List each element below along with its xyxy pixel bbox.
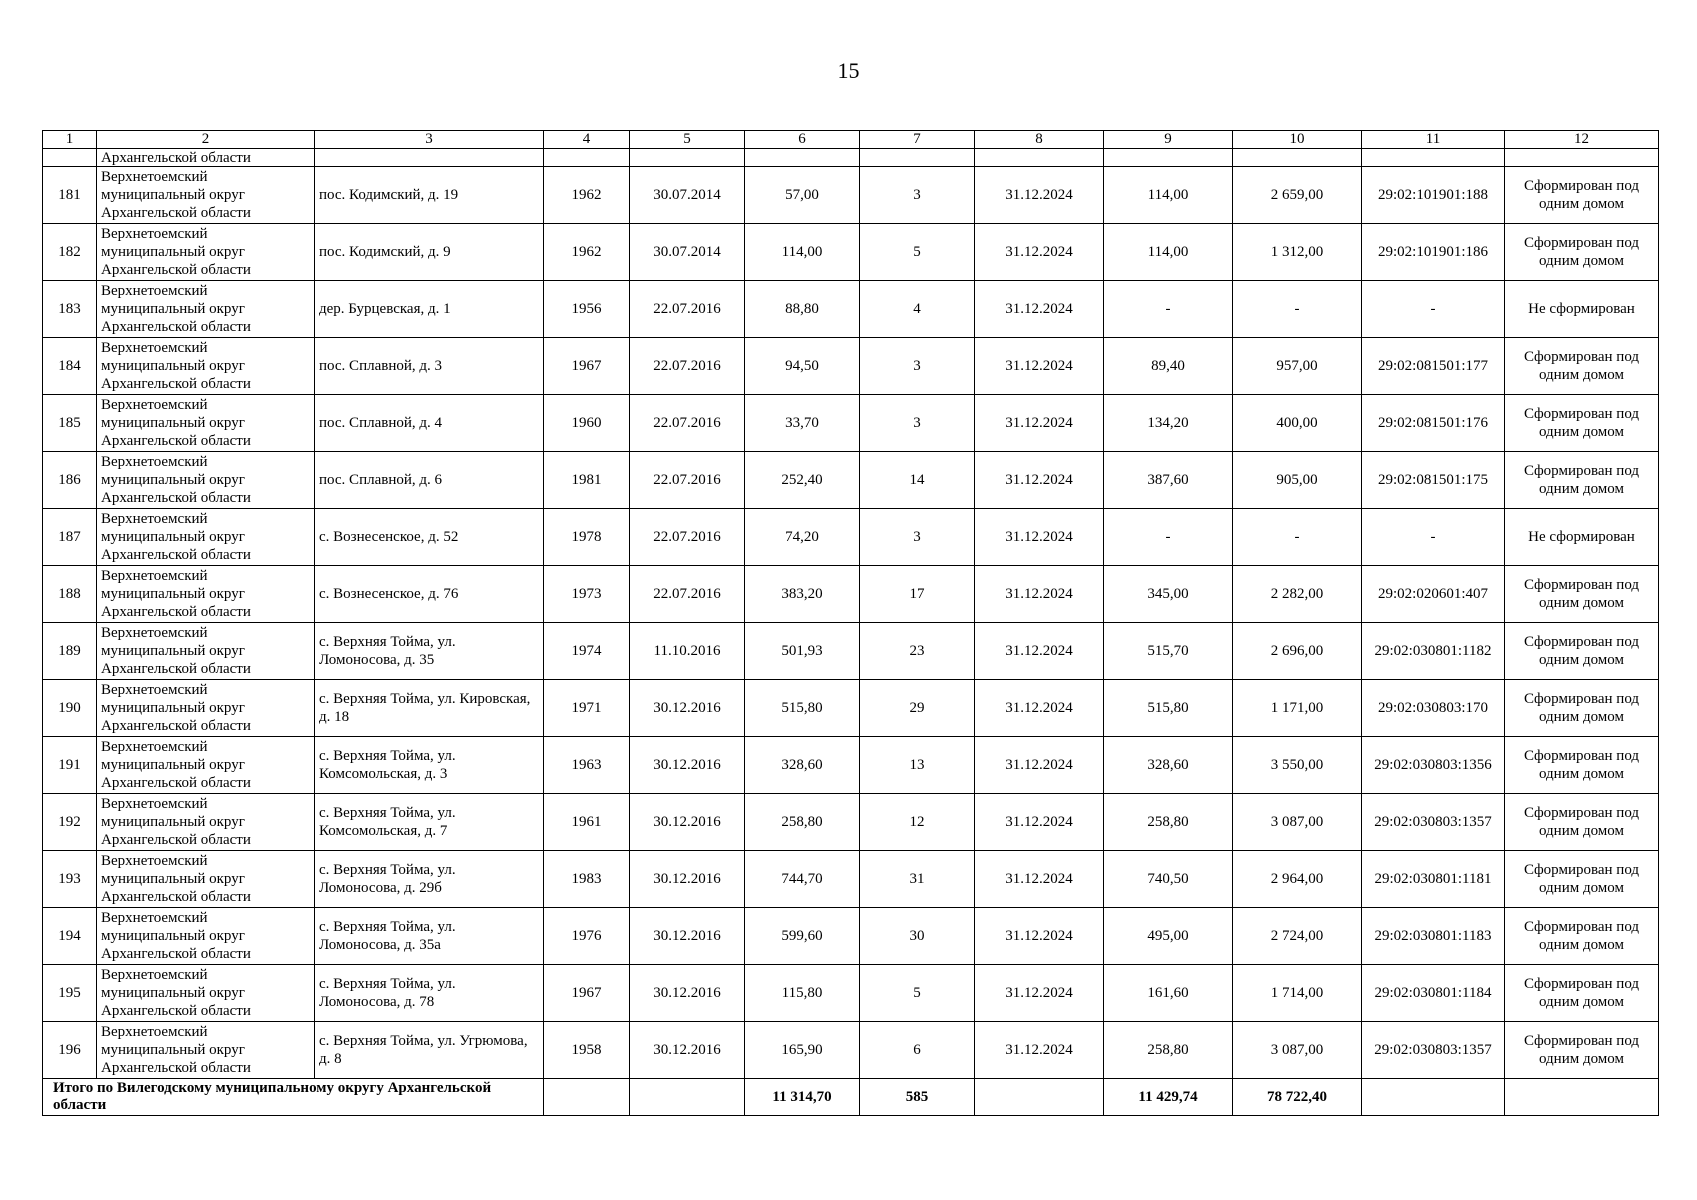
deadline-cell: 31.12.2024: [975, 623, 1104, 680]
column-number: 9: [1104, 131, 1233, 149]
column-number: 2: [97, 131, 315, 149]
cadastral-number-cell: 29:02:030801:1181: [1362, 851, 1505, 908]
status-cell: Сформирован под одним домом: [1505, 794, 1659, 851]
municipality-cell: Верхнетоемский муниципальный округ Архангельской области: [97, 1022, 315, 1079]
address-cell: с. Верхняя Тойма, ул. Ломоносова, д. 78: [315, 965, 544, 1022]
cell-empty: [975, 149, 1104, 167]
deadline-cell: 31.12.2024: [975, 452, 1104, 509]
row-number: 187: [43, 509, 97, 566]
land-area-cell: 515,80: [1104, 680, 1233, 737]
residents-cell: 4: [860, 281, 975, 338]
deadline-cell: 31.12.2024: [975, 794, 1104, 851]
year-cell: 1961: [544, 794, 630, 851]
land-area-cell: 114,00: [1104, 167, 1233, 224]
residents-cell: 3: [860, 167, 975, 224]
residents-cell: 3: [860, 509, 975, 566]
area-cell: 165,90: [745, 1022, 860, 1079]
cost-cell: 3 087,00: [1233, 1022, 1362, 1079]
year-cell: 1974: [544, 623, 630, 680]
table-row: [43, 509, 1659, 566]
status-cell: Сформирован под одним домом: [1505, 908, 1659, 965]
year-cell: 1981: [544, 452, 630, 509]
table-row: [43, 794, 1659, 851]
table-row: [43, 338, 1659, 395]
deadline-cell: 31.12.2024: [975, 509, 1104, 566]
date-cell: 30.12.2016: [630, 794, 745, 851]
table-row: [43, 395, 1659, 452]
address-cell: с. Верхняя Тойма, ул. Угрюмова, д. 8: [315, 1022, 544, 1079]
municipality-cell: Верхнетоемский муниципальный округ Архангельской области: [97, 395, 315, 452]
area-cell: 383,20: [745, 566, 860, 623]
cell-empty: [975, 1079, 1104, 1116]
column-number: 8: [975, 131, 1104, 149]
cost-cell: 1 312,00: [1233, 224, 1362, 281]
date-cell: 30.12.2016: [630, 908, 745, 965]
cell-empty: [1362, 1079, 1505, 1116]
deadline-cell: 31.12.2024: [975, 965, 1104, 1022]
cell-empty: [315, 149, 544, 167]
address-cell: дер. Бурцевская, д. 1: [315, 281, 544, 338]
deadline-cell: 31.12.2024: [975, 851, 1104, 908]
column-number: 12: [1505, 131, 1659, 149]
total-land-area: 11 429,74: [1104, 1079, 1233, 1116]
status-cell: Сформирован под одним домом: [1505, 965, 1659, 1022]
cadastral-number-cell: 29:02:101901:188: [1362, 167, 1505, 224]
cell-empty: [1505, 1079, 1659, 1116]
cadastral-number-cell: 29:02:101901:186: [1362, 224, 1505, 281]
row-number: 195: [43, 965, 97, 1022]
row-number: 182: [43, 224, 97, 281]
row-number: 185: [43, 395, 97, 452]
land-area-cell: 515,70: [1104, 623, 1233, 680]
page-number: 15: [837, 58, 860, 83]
date-cell: 30.12.2016: [630, 680, 745, 737]
date-cell: 30.07.2014: [630, 224, 745, 281]
row-number: 194: [43, 908, 97, 965]
cadastral-number-cell: 29:02:030803:1357: [1362, 1022, 1505, 1079]
deadline-cell: 31.12.2024: [975, 566, 1104, 623]
table-row: [43, 281, 1659, 338]
municipality-cell: Верхнетоемский муниципальный округ Архангельской области: [97, 167, 315, 224]
column-number: 3: [315, 131, 544, 149]
year-cell: 1973: [544, 566, 630, 623]
residents-cell: 12: [860, 794, 975, 851]
total-row: [43, 1079, 1659, 1116]
deadline-cell: 31.12.2024: [975, 281, 1104, 338]
date-cell: 30.12.2016: [630, 851, 745, 908]
column-number: 7: [860, 131, 975, 149]
municipality-cell: Верхнетоемский муниципальный округ Архангельской области: [97, 680, 315, 737]
cost-cell: -: [1233, 281, 1362, 338]
cost-cell: 2 724,00: [1233, 908, 1362, 965]
land-area-cell: 258,80: [1104, 794, 1233, 851]
cell-empty: [630, 149, 745, 167]
row-number: 186: [43, 452, 97, 509]
municipality-cell: Верхнетоемский муниципальный округ Архангельской области: [97, 851, 315, 908]
address-cell: пос. Кодимский, д. 9: [315, 224, 544, 281]
address-cell: с. Вознесенское, д. 76: [315, 566, 544, 623]
residents-cell: 29: [860, 680, 975, 737]
residents-cell: 5: [860, 965, 975, 1022]
cell-empty: [860, 149, 975, 167]
table-row: [43, 851, 1659, 908]
cost-cell: -: [1233, 509, 1362, 566]
address-cell: пос. Сплавной, д. 6: [315, 452, 544, 509]
municipality-cell: Верхнетоемский муниципальный округ Архангельской области: [97, 908, 315, 965]
area-cell: 744,70: [745, 851, 860, 908]
deadline-cell: 31.12.2024: [975, 737, 1104, 794]
cost-cell: 905,00: [1233, 452, 1362, 509]
row-number: 188: [43, 566, 97, 623]
continuation-municipality: Архангельской области: [97, 149, 315, 167]
cell-empty: [1104, 149, 1233, 167]
address-cell: пос. Сплавной, д. 4: [315, 395, 544, 452]
year-cell: 1978: [544, 509, 630, 566]
date-cell: 30.07.2014: [630, 167, 745, 224]
address-cell: с. Верхняя Тойма, ул. Кировская, д. 18: [315, 680, 544, 737]
date-cell: 22.07.2016: [630, 566, 745, 623]
year-cell: 1983: [544, 851, 630, 908]
land-area-cell: 161,60: [1104, 965, 1233, 1022]
area-cell: 88,80: [745, 281, 860, 338]
status-cell: Сформирован под одним домом: [1505, 338, 1659, 395]
total-label: Итого по Вилегодскому муниципальному округу Архангельской области: [43, 1079, 544, 1116]
residents-cell: 23: [860, 623, 975, 680]
municipality-cell: Верхнетоемский муниципальный округ Архангельской области: [97, 338, 315, 395]
cost-cell: 1 714,00: [1233, 965, 1362, 1022]
deadline-cell: 31.12.2024: [975, 908, 1104, 965]
cell-empty: [43, 149, 97, 167]
address-cell: с. Верхняя Тойма, ул. Ломоносова, д. 29б: [315, 851, 544, 908]
municipality-cell: Верхнетоемский муниципальный округ Архангельской области: [97, 566, 315, 623]
land-area-cell: -: [1104, 509, 1233, 566]
cost-cell: 2 659,00: [1233, 167, 1362, 224]
status-cell: Сформирован под одним домом: [1505, 566, 1659, 623]
land-area-cell: -: [1104, 281, 1233, 338]
area-cell: 501,93: [745, 623, 860, 680]
municipality-cell: Верхнетоемский муниципальный округ Архангельской области: [97, 965, 315, 1022]
municipality-cell: Верхнетоемский муниципальный округ Архангельской области: [97, 281, 315, 338]
row-number: 190: [43, 680, 97, 737]
area-cell: 258,80: [745, 794, 860, 851]
total-area: 11 314,70: [745, 1079, 860, 1116]
year-cell: 1967: [544, 965, 630, 1022]
year-cell: 1971: [544, 680, 630, 737]
area-cell: 57,00: [745, 167, 860, 224]
cost-cell: 957,00: [1233, 338, 1362, 395]
residents-cell: 13: [860, 737, 975, 794]
table-row: [43, 167, 1659, 224]
residents-cell: 17: [860, 566, 975, 623]
housing-register-table: [42, 130, 1659, 1116]
land-area-cell: 387,60: [1104, 452, 1233, 509]
cadastral-number-cell: 29:02:081501:175: [1362, 452, 1505, 509]
address-cell: с. Верхняя Тойма, ул. Ломоносова, д. 35а: [315, 908, 544, 965]
row-number: 192: [43, 794, 97, 851]
date-cell: 30.12.2016: [630, 965, 745, 1022]
cadastral-number-cell: 29:02:081501:177: [1362, 338, 1505, 395]
total-residents: 585: [860, 1079, 975, 1116]
residents-cell: 30: [860, 908, 975, 965]
date-cell: 22.07.2016: [630, 452, 745, 509]
cost-cell: 3 550,00: [1233, 737, 1362, 794]
status-cell: Сформирован под одним домом: [1505, 623, 1659, 680]
table-row: [43, 965, 1659, 1022]
deadline-cell: 31.12.2024: [975, 1022, 1104, 1079]
date-cell: 11.10.2016: [630, 623, 745, 680]
cell-empty: [1233, 149, 1362, 167]
residents-cell: 6: [860, 1022, 975, 1079]
area-cell: 74,20: [745, 509, 860, 566]
year-cell: 1967: [544, 338, 630, 395]
status-cell: Не сформирован: [1505, 509, 1659, 566]
municipality-cell: Верхнетоемский муниципальный округ Архангельской области: [97, 452, 315, 509]
cell-empty: [544, 149, 630, 167]
municipality-cell: Верхнетоемский муниципальный округ Архангельской области: [97, 224, 315, 281]
land-area-cell: 134,20: [1104, 395, 1233, 452]
cost-cell: 400,00: [1233, 395, 1362, 452]
cost-cell: 2 282,00: [1233, 566, 1362, 623]
cadastral-number-cell: 29:02:030803:170: [1362, 680, 1505, 737]
date-cell: 22.07.2016: [630, 395, 745, 452]
land-area-cell: 740,50: [1104, 851, 1233, 908]
land-area-cell: 89,40: [1104, 338, 1233, 395]
municipality-cell: Верхнетоемский муниципальный округ Архангельской области: [97, 623, 315, 680]
table-row: [43, 1022, 1659, 1079]
cell-empty: [1505, 149, 1659, 167]
residents-cell: 3: [860, 338, 975, 395]
cost-cell: 2 964,00: [1233, 851, 1362, 908]
row-number: 181: [43, 167, 97, 224]
column-number: 1: [43, 131, 97, 149]
cadastral-number-cell: 29:02:030801:1184: [1362, 965, 1505, 1022]
cost-cell: 2 696,00: [1233, 623, 1362, 680]
area-cell: 94,50: [745, 338, 860, 395]
row-number: 189: [43, 623, 97, 680]
continuation-row: [43, 149, 1659, 167]
address-cell: пос. Кодимский, д. 19: [315, 167, 544, 224]
residents-cell: 31: [860, 851, 975, 908]
table-row: [43, 452, 1659, 509]
area-cell: 33,70: [745, 395, 860, 452]
cell-empty: [1362, 149, 1505, 167]
cost-cell: 3 087,00: [1233, 794, 1362, 851]
deadline-cell: 31.12.2024: [975, 224, 1104, 281]
status-cell: Сформирован под одним домом: [1505, 395, 1659, 452]
column-number: 11: [1362, 131, 1505, 149]
cadastral-number-cell: 29:02:030803:1356: [1362, 737, 1505, 794]
residents-cell: 5: [860, 224, 975, 281]
address-cell: пос. Сплавной, д. 3: [315, 338, 544, 395]
column-number: 6: [745, 131, 860, 149]
column-number-row: [43, 131, 1659, 149]
table-row: [43, 623, 1659, 680]
cell-empty: [544, 1079, 630, 1116]
deadline-cell: 31.12.2024: [975, 167, 1104, 224]
status-cell: Сформирован под одним домом: [1505, 224, 1659, 281]
status-cell: Сформирован под одним домом: [1505, 680, 1659, 737]
year-cell: 1962: [544, 224, 630, 281]
address-cell: с. Вознесенское, д. 52: [315, 509, 544, 566]
row-number: 196: [43, 1022, 97, 1079]
residents-cell: 14: [860, 452, 975, 509]
table-row: [43, 908, 1659, 965]
status-cell: Сформирован под одним домом: [1505, 851, 1659, 908]
table-row: [43, 680, 1659, 737]
date-cell: 30.12.2016: [630, 737, 745, 794]
year-cell: 1963: [544, 737, 630, 794]
status-cell: Не сформирован: [1505, 281, 1659, 338]
land-area-cell: 114,00: [1104, 224, 1233, 281]
row-number: 193: [43, 851, 97, 908]
cadastral-number-cell: 29:02:030803:1357: [1362, 794, 1505, 851]
area-cell: 599,60: [745, 908, 860, 965]
year-cell: 1976: [544, 908, 630, 965]
status-cell: Сформирован под одним домом: [1505, 737, 1659, 794]
date-cell: 22.07.2016: [630, 281, 745, 338]
address-cell: с. Верхняя Тойма, ул. Комсомольская, д. 7: [315, 794, 544, 851]
cadastral-number-cell: 29:02:020601:407: [1362, 566, 1505, 623]
area-cell: 252,40: [745, 452, 860, 509]
year-cell: 1958: [544, 1022, 630, 1079]
total-cost: 78 722,40: [1233, 1079, 1362, 1116]
cadastral-number-cell: -: [1362, 281, 1505, 338]
status-cell: Сформирован под одним домом: [1505, 167, 1659, 224]
deadline-cell: 31.12.2024: [975, 680, 1104, 737]
year-cell: 1956: [544, 281, 630, 338]
date-cell: 30.12.2016: [630, 1022, 745, 1079]
area-cell: 115,80: [745, 965, 860, 1022]
year-cell: 1962: [544, 167, 630, 224]
cadastral-number-cell: 29:02:081501:176: [1362, 395, 1505, 452]
address-cell: с. Верхняя Тойма, ул. Комсомольская, д. 3: [315, 737, 544, 794]
row-number: 183: [43, 281, 97, 338]
cell-empty: [745, 149, 860, 167]
residents-cell: 3: [860, 395, 975, 452]
municipality-cell: Верхнетоемский муниципальный округ Архангельской области: [97, 509, 315, 566]
column-number: 10: [1233, 131, 1362, 149]
cadastral-number-cell: -: [1362, 509, 1505, 566]
cost-cell: 1 171,00: [1233, 680, 1362, 737]
table-row: [43, 737, 1659, 794]
deadline-cell: 31.12.2024: [975, 395, 1104, 452]
land-area-cell: 345,00: [1104, 566, 1233, 623]
cell-empty: [630, 1079, 745, 1116]
cadastral-number-cell: 29:02:030801:1182: [1362, 623, 1505, 680]
deadline-cell: 31.12.2024: [975, 338, 1104, 395]
column-number: 4: [544, 131, 630, 149]
status-cell: Сформирован под одним домом: [1505, 452, 1659, 509]
cadastral-number-cell: 29:02:030801:1183: [1362, 908, 1505, 965]
land-area-cell: 495,00: [1104, 908, 1233, 965]
column-number: 5: [630, 131, 745, 149]
date-cell: 22.07.2016: [630, 338, 745, 395]
area-cell: 328,60: [745, 737, 860, 794]
municipality-cell: Верхнетоемский муниципальный округ Архангельской области: [97, 794, 315, 851]
date-cell: 22.07.2016: [630, 509, 745, 566]
land-area-cell: 328,60: [1104, 737, 1233, 794]
status-cell: Сформирован под одним домом: [1505, 1022, 1659, 1079]
address-cell: с. Верхняя Тойма, ул. Ломоносова, д. 35: [315, 623, 544, 680]
area-cell: 515,80: [745, 680, 860, 737]
year-cell: 1960: [544, 395, 630, 452]
land-area-cell: 258,80: [1104, 1022, 1233, 1079]
row-number: 191: [43, 737, 97, 794]
area-cell: 114,00: [745, 224, 860, 281]
row-number: 184: [43, 338, 97, 395]
table-row: [43, 566, 1659, 623]
municipality-cell: Верхнетоемский муниципальный округ Архангельской области: [97, 737, 315, 794]
table-row: [43, 224, 1659, 281]
